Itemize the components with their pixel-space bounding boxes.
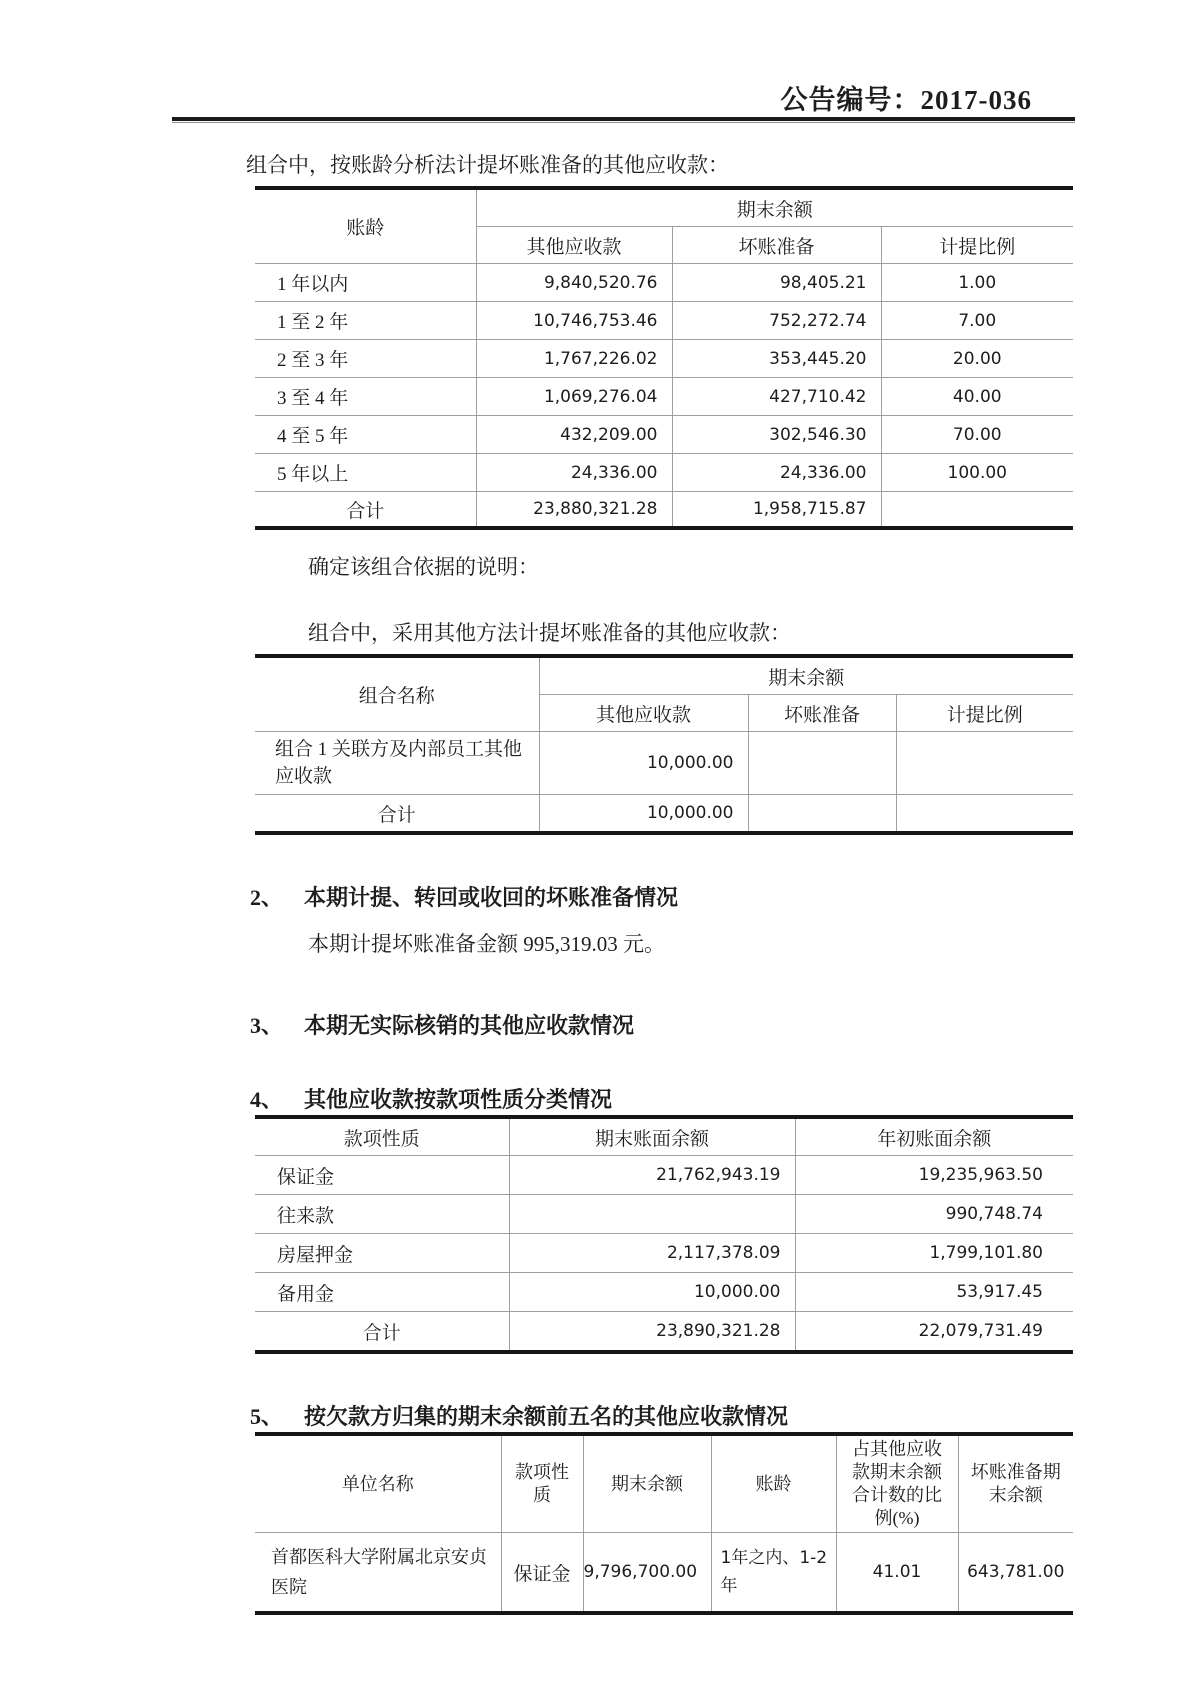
column-header-beginning-book-balance: 年初账面余额 bbox=[795, 1117, 1073, 1156]
header-divider bbox=[172, 117, 1075, 123]
column-header-unit-name: 单位名称 bbox=[255, 1434, 501, 1533]
table-row bbox=[255, 264, 1073, 302]
cell-age: 1 年以内 bbox=[255, 264, 476, 302]
cell-nature: 房屋押金 bbox=[255, 1234, 509, 1273]
column-header-ending-balance: 期末余额 bbox=[476, 188, 1073, 227]
table-total-row bbox=[255, 1312, 1073, 1353]
cell-ending bbox=[509, 1195, 795, 1234]
cell-nature: 备用金 bbox=[255, 1273, 509, 1312]
section-4-number: 4、 bbox=[250, 1087, 284, 1112]
table-header-row bbox=[255, 656, 1073, 695]
column-header-other-receivables: 其他应收款 bbox=[539, 695, 748, 732]
cell-ending: 21,762,943.19 bbox=[509, 1156, 795, 1195]
cell-age: 3 至 4 年 bbox=[255, 378, 476, 416]
table-header-row bbox=[255, 188, 1073, 227]
table-row bbox=[255, 378, 1073, 416]
column-header-ratio-of-total: 占其他应收款期末余额合计数的比例(%) bbox=[836, 1434, 958, 1533]
section-5-heading bbox=[250, 1402, 1082, 1432]
cell-ratio: 20.00 bbox=[881, 340, 1073, 378]
table-header-row bbox=[255, 1117, 1073, 1156]
table-header-row bbox=[255, 1434, 1073, 1533]
cell-ratio: 7.00 bbox=[881, 302, 1073, 340]
cell-total-receivable: 23,880,321.28 bbox=[476, 492, 672, 529]
section-4-heading bbox=[250, 1085, 1082, 1115]
cell-ratio: 1.00 bbox=[881, 264, 1073, 302]
column-header-nature: 款项性质 bbox=[255, 1117, 509, 1156]
cell-provision: 643,781.00 bbox=[958, 1533, 1073, 1614]
cell-beginning: 1,799,101.80 bbox=[795, 1234, 1073, 1273]
cell-ratio: 70.00 bbox=[881, 416, 1073, 454]
cell-provision: 98,405.21 bbox=[672, 264, 881, 302]
section-5-number: 5、 bbox=[250, 1404, 284, 1429]
cell-age: 2 至 3 年 bbox=[255, 340, 476, 378]
cell-total-beginning: 22,079,731.49 bbox=[795, 1312, 1073, 1353]
cell-nature: 保证金 bbox=[501, 1533, 583, 1614]
column-header-age: 账龄 bbox=[255, 188, 476, 264]
cell-receivable: 432,209.00 bbox=[476, 416, 672, 454]
table-row bbox=[255, 1533, 1073, 1614]
cell-total-ratio bbox=[881, 492, 1073, 529]
cell-total-label: 合计 bbox=[255, 492, 476, 529]
cell-total-label: 合计 bbox=[255, 1312, 509, 1353]
cell-nature: 往来款 bbox=[255, 1195, 509, 1234]
cell-ratio: 100.00 bbox=[881, 454, 1073, 492]
other-method-caption: 组合中，采用其他方法计提坏账准备的其他应收款： bbox=[308, 621, 791, 645]
cell-beginning: 19,235,963.50 bbox=[795, 1156, 1073, 1195]
basis-note: 确定该组合依据的说明： bbox=[308, 555, 539, 579]
cell-age: 1年之内、1-2年 bbox=[711, 1533, 836, 1614]
section-4-title: 其他应收款按款项性质分类情况 bbox=[304, 1087, 613, 1112]
table-total-row bbox=[255, 795, 1073, 834]
announcement-number: 公告编号：2017-036 bbox=[780, 85, 1032, 115]
cell-provision: 752,272.74 bbox=[672, 302, 881, 340]
document-content bbox=[246, 125, 1082, 1615]
cell-receivable: 10,000.00 bbox=[539, 732, 748, 795]
column-header-bad-debt-provision: 坏账准备 bbox=[748, 695, 896, 732]
column-header-ending-book-balance: 期末账面余额 bbox=[509, 1117, 795, 1156]
table-row bbox=[255, 1234, 1073, 1273]
column-header-provision-ending-balance: 坏账准备期末余额 bbox=[958, 1434, 1073, 1533]
cell-age: 1 至 2 年 bbox=[255, 302, 476, 340]
cell-receivable: 1,069,276.04 bbox=[476, 378, 672, 416]
cell-ratio: 40.00 bbox=[881, 378, 1073, 416]
aging-analysis-table bbox=[255, 186, 1073, 530]
table-row bbox=[255, 340, 1073, 378]
cell-ratio bbox=[896, 732, 1073, 795]
cell-total-ending: 23,890,321.28 bbox=[509, 1312, 795, 1353]
section-3-heading bbox=[250, 1011, 1082, 1041]
column-header-provision-ratio: 计提比例 bbox=[896, 695, 1073, 732]
cell-portfolio-name: 组合 1 关联方及内部员工其他应收款 bbox=[255, 732, 539, 795]
table-total-row bbox=[255, 492, 1073, 529]
cell-ending: 2,117,378.09 bbox=[509, 1234, 795, 1273]
column-header-nature: 款项性质 bbox=[501, 1434, 583, 1533]
table-row bbox=[255, 416, 1073, 454]
cell-provision: 302,546.30 bbox=[672, 416, 881, 454]
section-3-number: 3、 bbox=[250, 1013, 284, 1038]
aging-method-caption: 组合中，按账龄分析法计提坏账准备的其他应收款： bbox=[246, 153, 729, 177]
cell-receivable: 10,746,753.46 bbox=[476, 302, 672, 340]
table-row bbox=[255, 1273, 1073, 1312]
cell-beginning: 990,748.74 bbox=[795, 1195, 1073, 1234]
column-header-age: 账龄 bbox=[711, 1434, 836, 1533]
cell-receivable: 1,767,226.02 bbox=[476, 340, 672, 378]
table-row bbox=[255, 1195, 1073, 1234]
section-2-number: 2、 bbox=[250, 885, 284, 910]
column-header-provision-ratio: 计提比例 bbox=[881, 227, 1073, 264]
table-row bbox=[255, 454, 1073, 492]
nature-classification-table bbox=[255, 1115, 1073, 1354]
cell-beginning: 53,917.45 bbox=[795, 1273, 1073, 1312]
section-5-title: 按欠款方归集的期末余额前五名的其他应收款情况 bbox=[304, 1404, 789, 1429]
cell-provision: 427,710.42 bbox=[672, 378, 881, 416]
cell-total-provision bbox=[748, 795, 896, 834]
cell-nature: 保证金 bbox=[255, 1156, 509, 1195]
column-header-bad-debt-provision: 坏账准备 bbox=[672, 227, 881, 264]
cell-total-label: 合计 bbox=[255, 795, 539, 834]
column-header-other-receivables: 其他应收款 bbox=[476, 227, 672, 264]
cell-receivable: 9,840,520.76 bbox=[476, 264, 672, 302]
cell-ending: 10,000.00 bbox=[509, 1273, 795, 1312]
cell-age: 4 至 5 年 bbox=[255, 416, 476, 454]
cell-ratio: 41.01 bbox=[836, 1533, 958, 1614]
cell-receivable: 24,336.00 bbox=[476, 454, 672, 492]
table-row bbox=[255, 302, 1073, 340]
cell-balance: 9,796,700.00 bbox=[583, 1533, 711, 1614]
top5-debtors-table bbox=[255, 1432, 1073, 1615]
other-method-table bbox=[255, 654, 1073, 835]
cell-provision: 353,445.20 bbox=[672, 340, 881, 378]
cell-unit-name: 首都医科大学附属北京安贞医院 bbox=[255, 1533, 501, 1614]
column-header-ending-balance: 期末余额 bbox=[539, 656, 1073, 695]
section-2-heading bbox=[250, 883, 1082, 913]
cell-total-ratio bbox=[896, 795, 1073, 834]
cell-total-provision: 1,958,715.87 bbox=[672, 492, 881, 529]
table-row bbox=[255, 1156, 1073, 1195]
cell-age: 5 年以上 bbox=[255, 454, 476, 492]
column-header-ending-balance: 期末余额 bbox=[583, 1434, 711, 1533]
table-row bbox=[255, 732, 1073, 795]
cell-total-receivable: 10,000.00 bbox=[539, 795, 748, 834]
cell-provision: 24,336.00 bbox=[672, 454, 881, 492]
section-2-title: 本期计提、转回或收回的坏账准备情况 bbox=[304, 885, 679, 910]
section-2-body: 本期计提坏账准备金额 995,319.03 元。 bbox=[308, 932, 665, 956]
section-3-title: 本期无实际核销的其他应收款情况 bbox=[304, 1013, 635, 1038]
column-header-portfolio-name: 组合名称 bbox=[255, 656, 539, 732]
cell-provision bbox=[748, 732, 896, 795]
